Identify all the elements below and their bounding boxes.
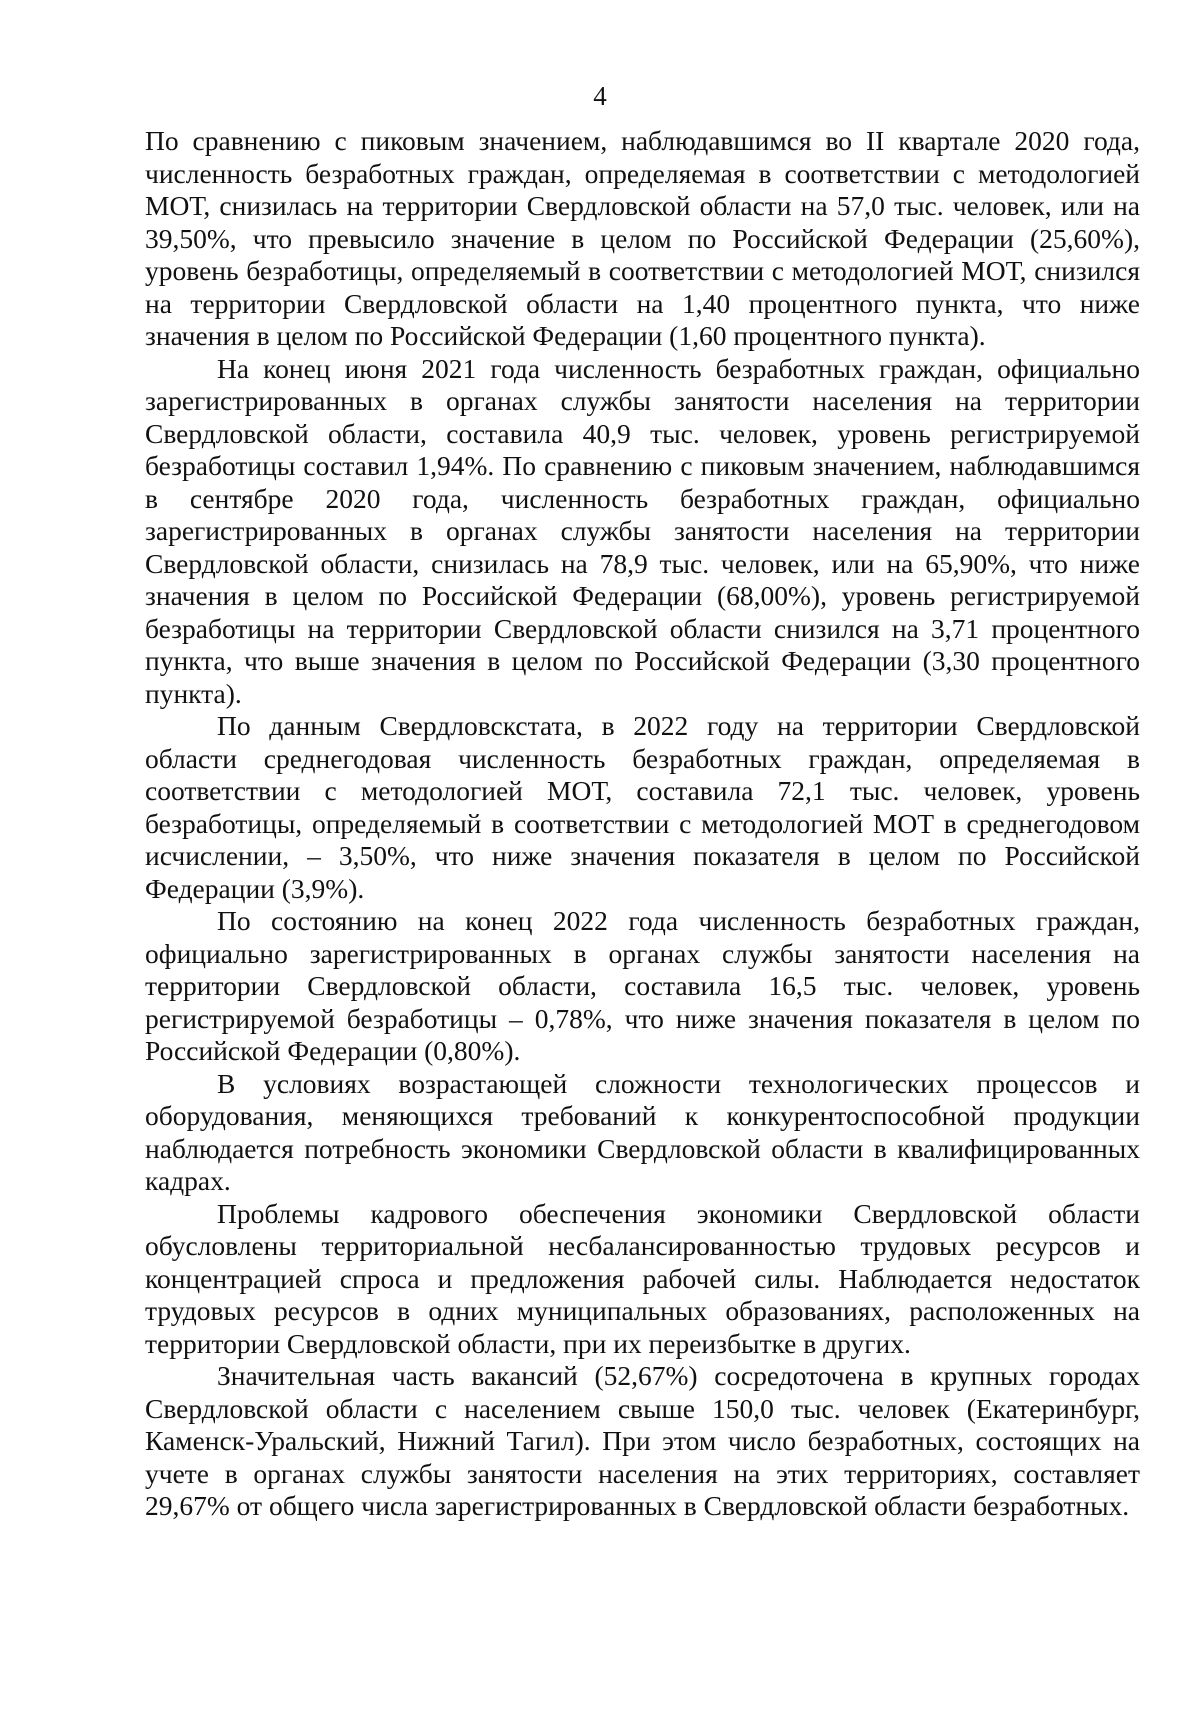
paragraph-qualified-staff-demand: В условиях возрастающей сложности технологических процессов и оборудования, меняющихся требований к конкурентоспособной продукции наблюдается потребность экономики Свердловской области в квалифицированных кадрах. xyxy=(145,1067,1140,1196)
paragraph-staffing-problems: Проблемы кадрового обеспечения экономики Свердловской области обусловлены территориальной несбалансированностью трудовых ресурсов и концентрацией спроса и предложения рабочей силы. Наблюдается недостаток трудовых ресурсов в одних муниципальных образованиях, расположенных на территории Свердловской области, при их переизбытке в других. xyxy=(145,1197,1140,1359)
paragraph-sverdlovskstat-2022: По данным Свердловскстата, в 2022 году на территории Свердловской области среднегодовая численность безработных граждан, определяемая в соответствии с методологией МОТ, составила 72,1 тыс. человек, уровень безработицы, определяемый в соответствии с методологией МОТ в среднегодовом исчислении, – 3,50%, что ниже значения показателя в целом по Российской Федерации (3,9%). xyxy=(145,710,1140,904)
paragraph-end-of-2022: По состоянию на конец 2022 года численность безработных граждан, официально зарегистрированных в органах службы занятости населения на территории Свердловской области, составила 16,5 тыс. человек, уровень регистрируемой безработицы – 0,78%, что ниже значения показателя в целом по Российской Федерации (0,80%). xyxy=(145,905,1140,1066)
paragraph-unemployment-ilo-decline: По сравнению с пиковым значением, наблюдавшимся во II квартале 2020 года, численность безработных граждан, определяемая в соответствии с методологией МОТ, снизилась на территории Свердловской области на 57,0 тыс. человек, или на 39,50%, что превысило значение в целом по Российской Федерации (25,60%), уровень безработицы, определяемый в соответствии с методологией МОТ, снизился на территории Свердловской области на 1,40 процентного пункта, что ниже значения в целом по Российской Федерации (1,60 процентного пункта). xyxy=(145,125,1140,351)
paragraph-vacancies-large-cities: Значительная часть вакансий (52,67%) сосредоточена в крупных городах Свердловской области с населением свыше 150,0 тыс. человек (Екатеринбург, Каменск-Уральский, Нижний Тагил). При этом число безработных, состоящих на учете в органах службы занятости населения на этих территориях, составляет 29,67% от общего числа зарегистрированных в Свердловской области безработных. xyxy=(145,1360,1140,1521)
paragraph-registered-unemployment-2021: На конец июня 2021 года численность безработных граждан, официально зарегистрированных в органах службы занятости населения на территории Свердловской области, составила 40,9 тыс. человек, уровень регистрируемой безработицы составил 1,94%. По сравнению с пиковым значением, наблюдавшимся в сентябре 2020 года, численность безработных граждан, официально зарегистрированных в органах службы занятости населения на территории Свердловской области, снизилась на 78,9 тыс. человек, или на 65,90%, что ниже значения в целом по Российской Федерации (68,00%), уровень регистрируемой безработицы на территории Свердловской области снизился на 3,71 процентного пункта, что выше значения в целом по Российской Федерации (3,30 процентного пункта). xyxy=(145,352,1140,709)
page-number: 4 xyxy=(593,81,607,111)
document-body xyxy=(145,125,1140,1523)
